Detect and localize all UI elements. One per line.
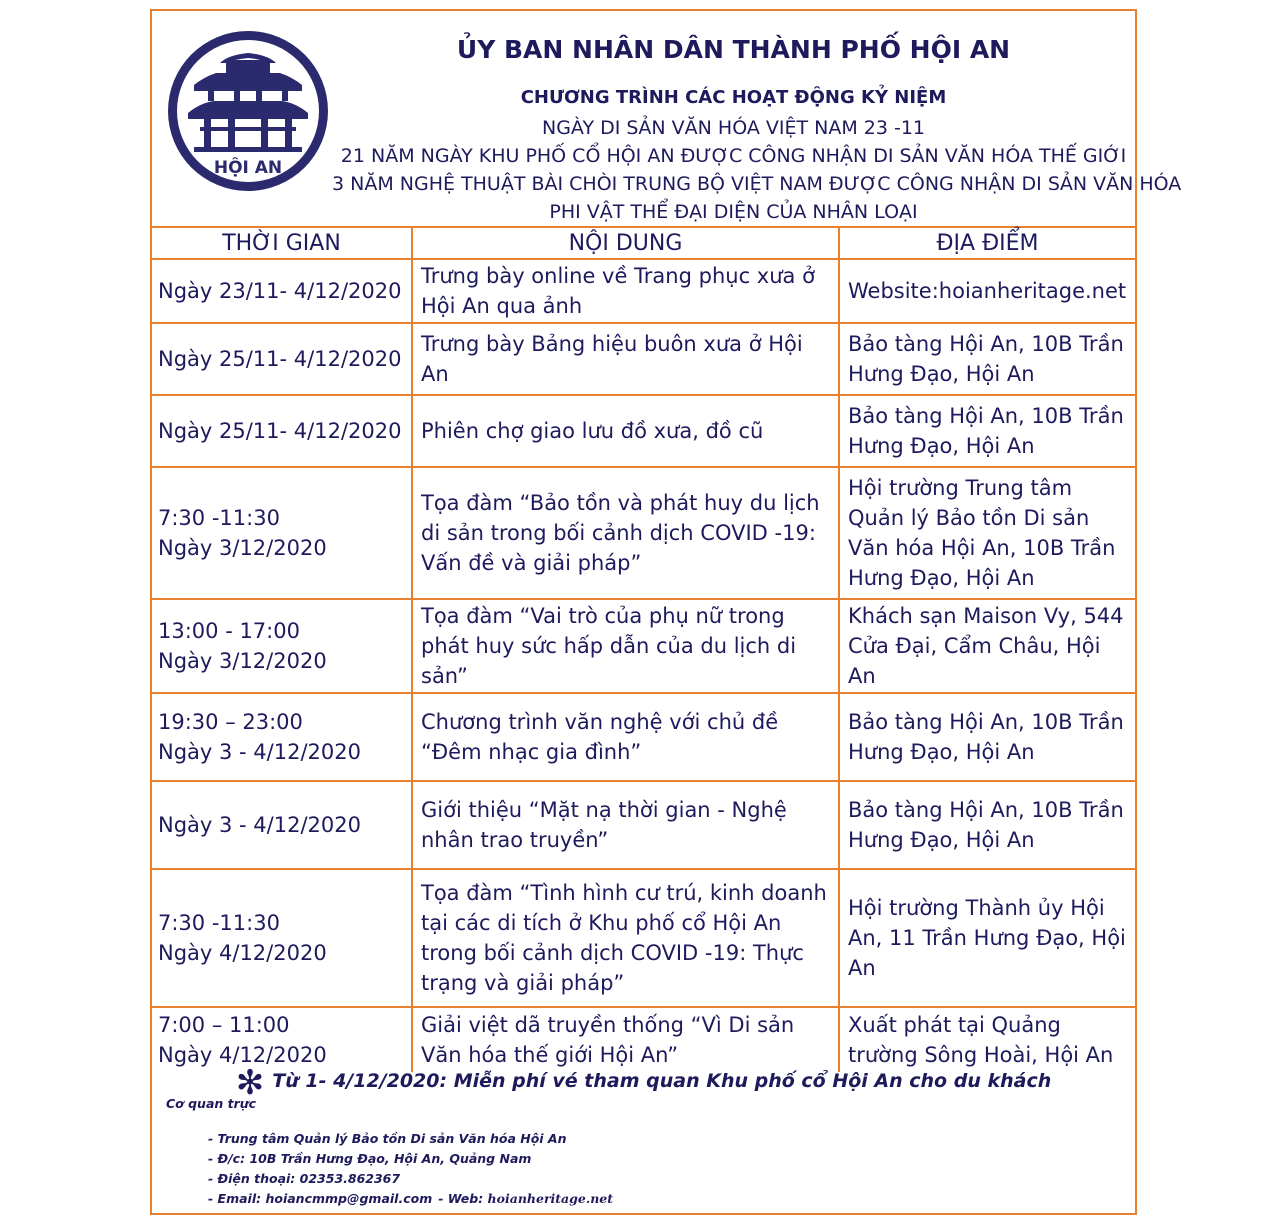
content-cell-line: Văn hóa thế giới Hội An”: [421, 1043, 679, 1067]
content-cell-line: “Đêm nhạc gia đình”: [421, 740, 642, 764]
content-cell-line: Giải việt dã truyền thống “Vì Di sản: [421, 1013, 795, 1037]
time-cell: [152, 323, 412, 395]
column-header-location: ĐỊA ĐIỂM: [839, 227, 1135, 259]
header-line: PHI VẬT THỂ ĐẠI DIỆN CỦA NHÂN LOẠI: [549, 201, 918, 223]
hoi-an-logo-icon: [164, 27, 332, 195]
time-cell: [152, 395, 412, 467]
content-cell-line: Tọa đàm “Tình hình cư trú, kinh doanh: [421, 881, 827, 905]
time-cell-line: 7:30 -11:30: [158, 911, 280, 935]
location-cell-line: Bảo tàng Hội An, 10B Trần: [848, 404, 1124, 428]
content-cell: [412, 323, 839, 395]
content-cell-line: tại các di tích ở Khu phố cổ Hội An: [421, 911, 782, 935]
agency-web-link[interactable]: hoianheritage.net: [487, 1191, 614, 1206]
document-frame: [150, 9, 1182, 1215]
table-row: [152, 599, 1135, 693]
location-cell: [839, 395, 1135, 467]
location-cell: [839, 467, 1135, 599]
content-cell-line: Chương trình văn nghệ với chủ đề: [421, 710, 779, 734]
location-cell: [839, 693, 1135, 781]
free-entry-notice: [152, 1063, 1135, 1103]
header-line: 21 NĂM NGÀY KHU PHỐ CỔ HỘI AN ĐƯỢC CÔNG NHẬN DI SẢN VĂN HÓA THẾ GIỚI: [340, 145, 1127, 167]
schedule-table: [152, 226, 1135, 1072]
header-line: NGÀY DI SẢN VĂN HÓA VIỆT NAM 23 -11: [541, 117, 926, 139]
content-cell: [412, 781, 839, 869]
table-row: [152, 259, 1135, 323]
agency-contact-list: [208, 1129, 613, 1209]
agency-email: Email: hoiancmmp@gmail.com: [217, 1191, 433, 1206]
time-cell: [152, 693, 412, 781]
schedule-body: [152, 259, 1135, 1072]
time-cell: [152, 599, 412, 693]
page-title: ỦY BAN NHÂN DÂN THÀNH PHỐ HỘI AN: [456, 35, 1011, 64]
location-cell-line: Bảo tàng Hội An, 10B Trần: [848, 710, 1124, 734]
location-cell: [839, 599, 1135, 693]
time-cell-line: 7:00 – 11:00: [158, 1013, 290, 1037]
location-cell-line: trường Sông Hoài, Hội An: [848, 1043, 1114, 1067]
content-cell-line: Trưng bày online về Trang phục xưa ở: [421, 264, 815, 288]
time-cell-line: 7:30 -11:30: [158, 506, 280, 530]
notice-text: Từ 1- 4/12/2020: Miễn phí vé tham quan Khu phố cổ Hội An cho du khách: [272, 1070, 1052, 1092]
location-cell-line: Cửa Đại, Cẩm Châu, Hội: [848, 634, 1101, 658]
time-cell-line: Ngày 3 - 4/12/2020: [158, 740, 361, 764]
time-cell-line: 19:30 – 23:00: [158, 710, 303, 734]
location-cell-line: An: [848, 664, 876, 688]
time-cell: [152, 869, 412, 1007]
content-cell: [412, 869, 839, 1007]
content-cell-line: Vấn đề và giải pháp”: [421, 551, 642, 575]
location-cell-line: Bảo tàng Hội An, 10B Trần: [848, 332, 1124, 356]
agency-name: - Trung tâm Quản lý Bảo tồn Di sản Văn hóa Hội An: [208, 1129, 613, 1149]
table-row: [152, 781, 1135, 869]
page-subtitle: CHƯƠNG TRÌNH CÁC HOẠT ĐỘNG KỶ NIỆM: [520, 87, 947, 108]
time-cell-line: Ngày 25/11- 4/12/2020: [158, 419, 402, 443]
location-cell: [839, 781, 1135, 869]
time-cell-line: Ngày 25/11- 4/12/2020: [158, 347, 402, 371]
content-cell-line: trong bối cảnh dịch COVID -19: Thực: [421, 941, 804, 965]
location-cell-line: Hưng Đạo, Hội An: [848, 566, 1035, 590]
time-cell-line: Ngày 3/12/2020: [158, 536, 327, 560]
time-cell-line: Ngày 3 - 4/12/2020: [158, 813, 361, 837]
location-cell-line: Văn hóa Hội An, 10B Trần: [848, 536, 1116, 560]
table-row: [152, 467, 1135, 599]
content-cell-line: Tọa đàm “Vai trò của phụ nữ trong: [421, 604, 785, 628]
table-header-row: [152, 227, 1135, 259]
location-cell-line: Xuất phát tại Quảng: [848, 1013, 1061, 1037]
asterisk-icon: ✻: [235, 1063, 265, 1103]
location-cell: [839, 323, 1135, 395]
location-cell: [839, 259, 1135, 323]
location-cell-line: Hưng Đạo, Hội An: [848, 740, 1035, 764]
content-cell-line: Phiên chợ giao lưu đồ xưa, đồ cũ: [421, 419, 764, 443]
content-cell-line: Hội An qua ảnh: [421, 294, 583, 318]
time-cell-line: Ngày 4/12/2020: [158, 941, 327, 965]
table-row: [152, 395, 1135, 467]
time-cell-line: Ngày 3/12/2020: [158, 649, 327, 673]
content-cell: [412, 693, 839, 781]
location-cell-line: Hưng Đạo, Hội An: [848, 434, 1035, 458]
location-cell-line: Hưng Đạo, Hội An: [848, 828, 1035, 852]
header-line: 3 NĂM NGHỆ THUẬT BÀI CHÒI TRUNG BỘ VIỆT NAM ĐƯỢC CÔNG NHẬN DI SẢN VĂN HÓA: [332, 173, 1182, 195]
content-cell: [412, 395, 839, 467]
content-cell-line: Tọa đàm “Bảo tồn và phát huy du lịch: [421, 491, 820, 515]
location-cell-line: Khách sạn Maison Vy, 544: [848, 604, 1124, 628]
location-cell-line: Hưng Đạo, Hội An: [848, 362, 1035, 386]
table-row: [152, 323, 1135, 395]
time-cell: [152, 259, 412, 323]
content-cell: [412, 599, 839, 693]
logo-text: HỘI AN: [213, 158, 283, 178]
location-cell-line: Hội trường Thành ủy Hội: [848, 896, 1105, 920]
agency-phone: - Điện thoại: 02353.862367: [208, 1169, 613, 1189]
content-cell: [412, 259, 839, 323]
location-cell-line: Quản lý Bảo tồn Di sản: [848, 506, 1090, 530]
content-cell-line: Giới thiệu “Mặt nạ thời gian - Nghệ: [421, 798, 787, 822]
content-cell-line: Trưng bày Bảng hiệu buôn xưa ở Hội: [421, 332, 803, 356]
location-cell-line: Hội trường Trung tâm: [848, 476, 1073, 500]
content-cell-line: nhân trao truyền”: [421, 828, 609, 852]
location-cell-line: An, 11 Trần Hưng Đạo, Hội: [848, 926, 1126, 950]
location-cell-line: Bảo tàng Hội An, 10B Trần: [848, 798, 1124, 822]
time-cell-line: Ngày 4/12/2020: [158, 1043, 327, 1067]
table-row: [152, 693, 1135, 781]
location-cell-line: Website:hoianheritage.net: [848, 279, 1127, 303]
content-cell-line: An: [421, 362, 449, 386]
location-cell-line: An: [848, 956, 876, 980]
agency-address: - Đ/c: 10B Trần Hưng Đạo, Hội An, Quảng Nam: [208, 1149, 613, 1169]
agency-label: Cơ quan trực: [166, 1096, 257, 1111]
agency-email-web: [208, 1189, 613, 1209]
content-cell-line: phát huy sức hấp dẫn của du lịch di: [421, 634, 797, 658]
location-cell: [839, 869, 1135, 1007]
content-cell-line: trạng và giải pháp”: [421, 971, 625, 995]
time-cell: [152, 781, 412, 869]
column-header-content: NỘI DUNG: [412, 227, 839, 259]
agency-web-label: - Web:: [438, 1191, 484, 1206]
content-cell-line: sản”: [421, 664, 468, 688]
content-cell: [412, 467, 839, 599]
time-cell-line: 13:00 - 17:00: [158, 619, 300, 643]
table-row: [152, 869, 1135, 1007]
column-header-time: THỜI GIAN: [152, 227, 412, 259]
content-cell-line: di sản trong bối cảnh dịch COVID -19:: [421, 521, 816, 545]
time-cell-line: Ngày 23/11- 4/12/2020: [158, 279, 402, 303]
time-cell: [152, 467, 412, 599]
